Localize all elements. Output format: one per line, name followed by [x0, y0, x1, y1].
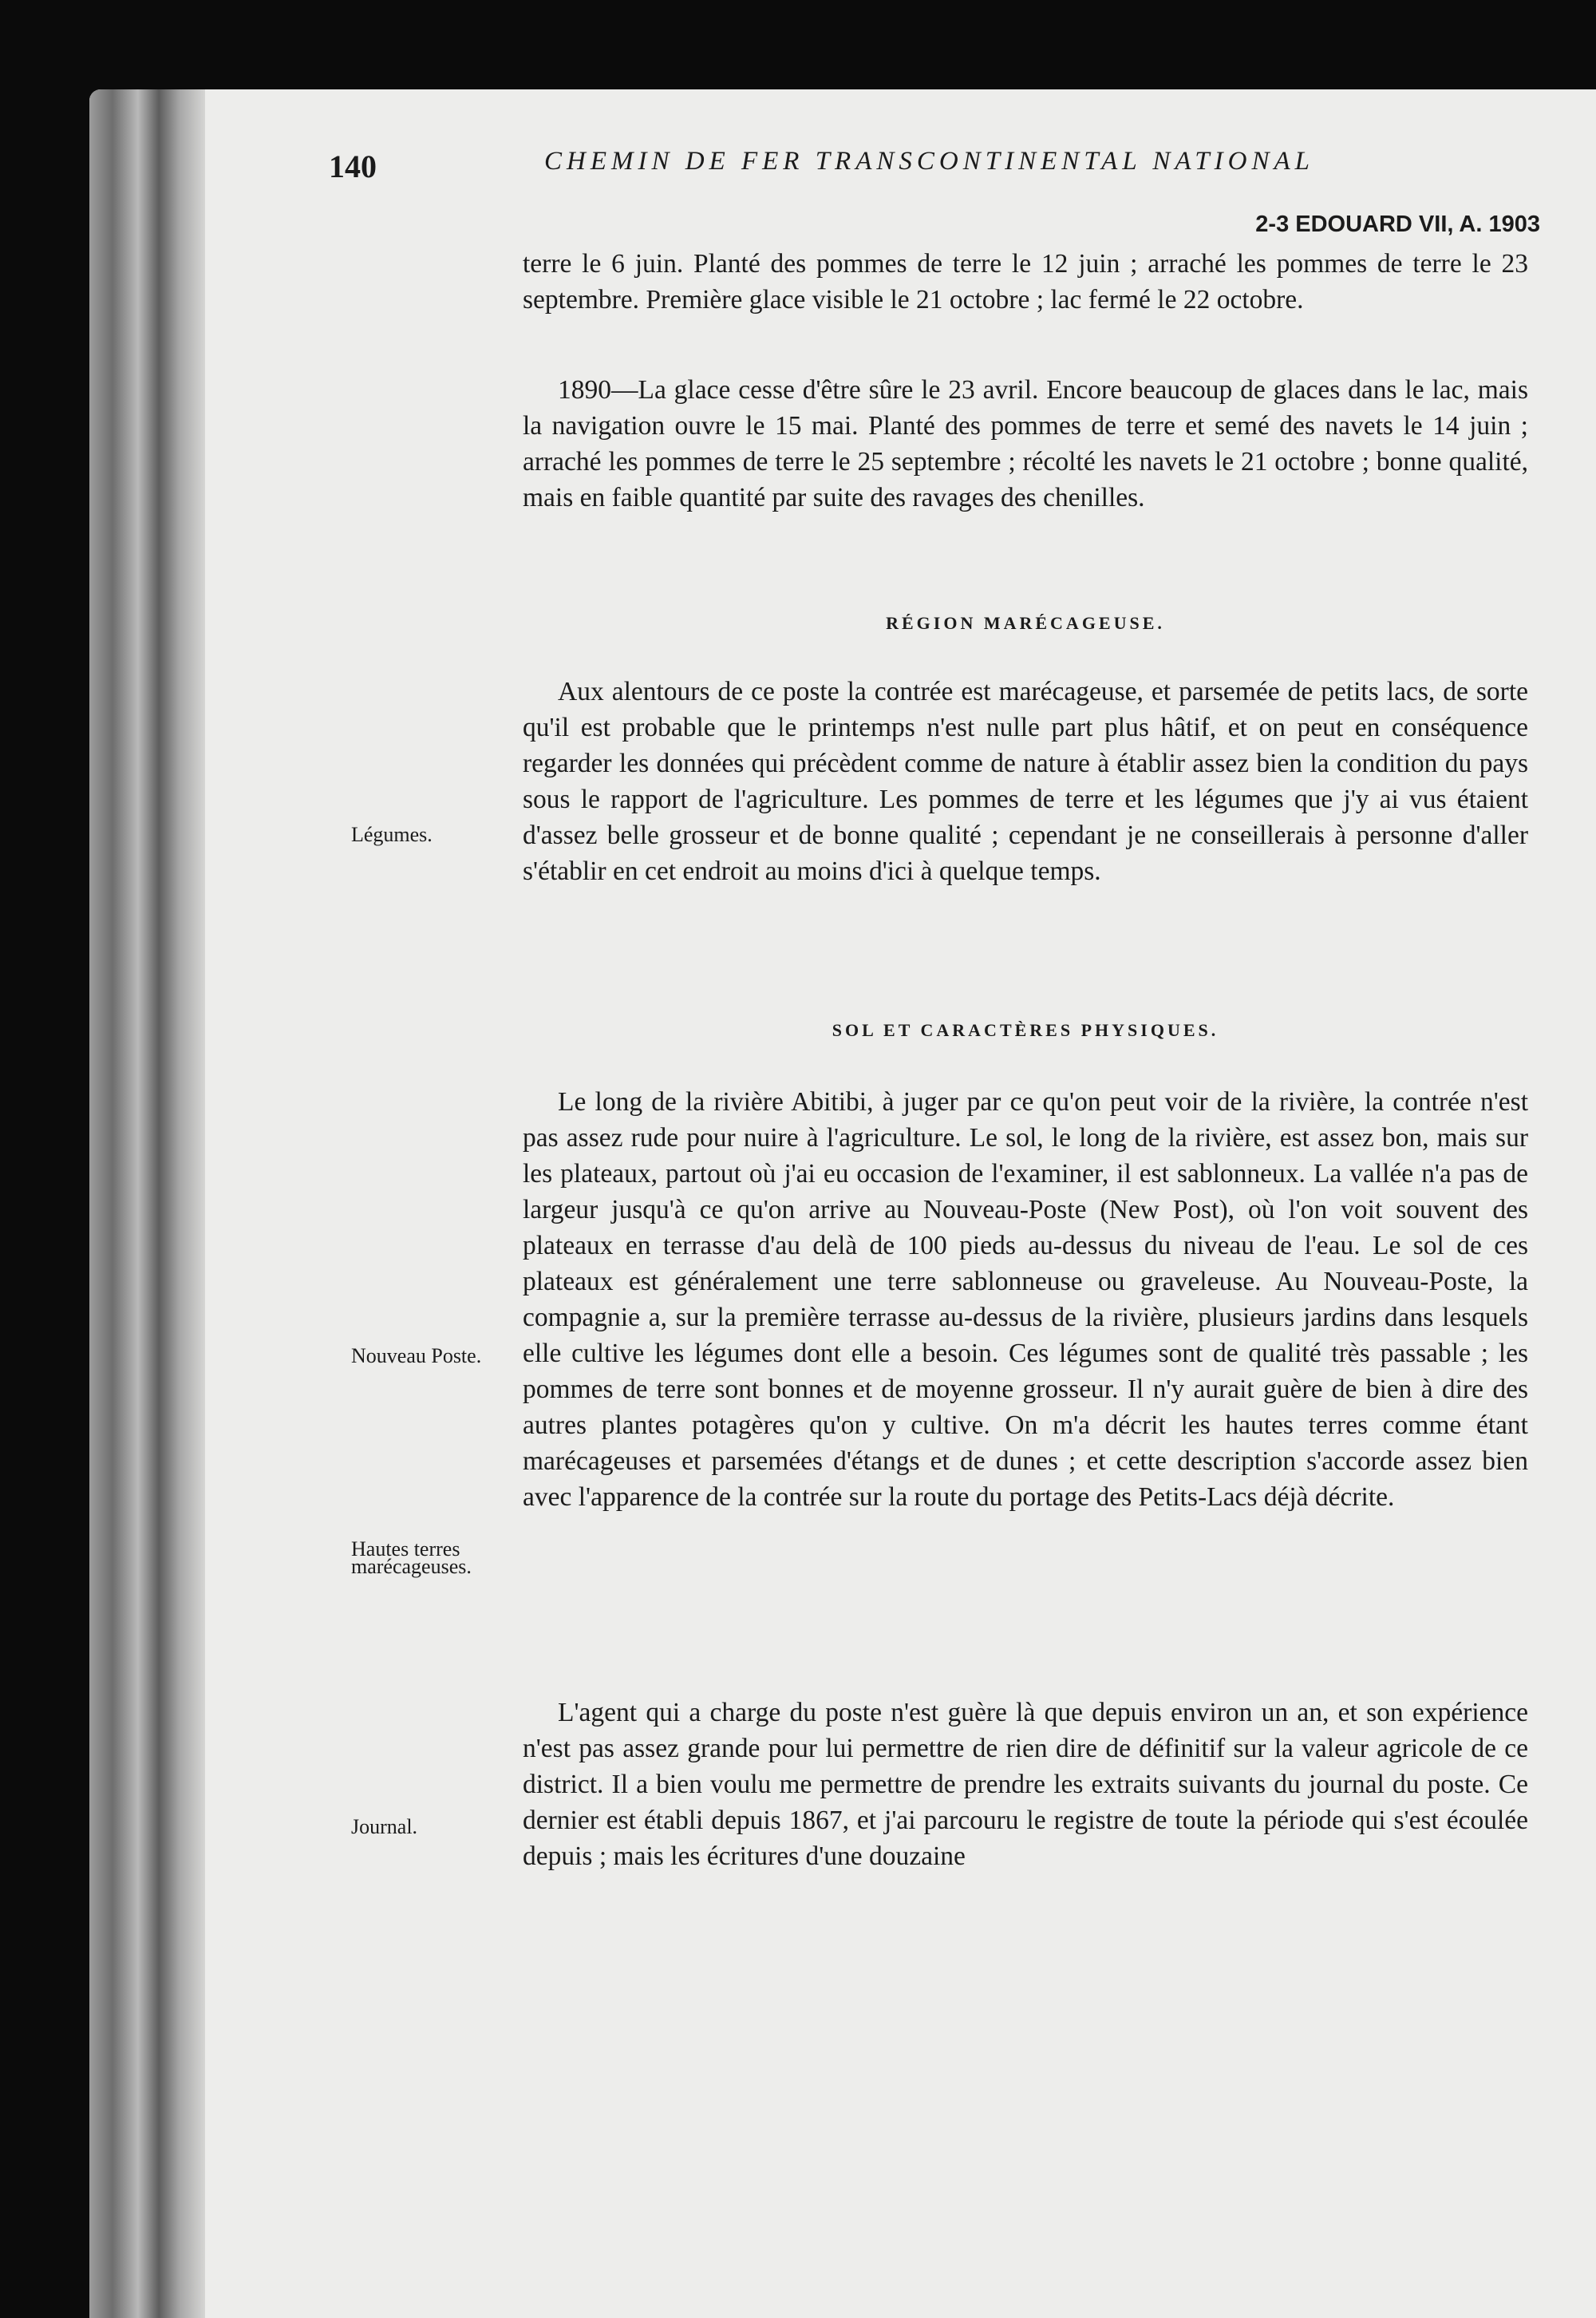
margin-note-nouveau-poste: Nouveau Poste.	[351, 1344, 482, 1367]
paragraph-1: terre le 6 juin. Planté des pommes de terre le 12 juin ; arraché les pommes de terre le 23 septembre. Première glace visible le 21 octobre ; lac fermé le 22 octobre.	[523, 249, 1528, 314]
page-number: 140	[329, 148, 377, 184]
session-label: 2-3 EDOUARD VII, A. 1903	[1255, 212, 1540, 237]
section-heading-region-marecageuse: RÉGION MARÉCAGEUSE.	[886, 613, 1165, 633]
book-spine-shadow	[89, 89, 205, 2318]
running-title: CHEMIN DE FER TRANSCONTINENTAL NATIONAL	[544, 147, 1314, 176]
margin-note-hautes-terres: Hautes terres marécageuses.	[351, 1537, 472, 1578]
paragraph-5: L'agent qui a charge du poste n'est guère là que depuis environ un an, et son expérience n'est pas assez grande pour lui permettre de rien dire de définitif sur la valeur agricole de ce district. Il a bien voulu me permettre de prendre les extraits suivants du journal du poste. Ce dernier est établi depuis 1867, et j'ai parcouru le registre de toute la période qui s'est écoulée depuis ; mais les écritures d'une douzaine	[523, 1698, 1528, 1871]
paragraph-4: Le long de la rivière Abitibi, à juger par ce qu'on peut voir de la rivière, la contrée n'est pas assez rude pour nuire à l'agriculture. Le sol, le long de la rivière, est assez bon, mais sur les plateaux, partout où j'ai eu occasion de l'examiner, il est sablonneux. La vallée n'a pas de largeur jusqu'à ce qu'on arrive au Nouveau-Poste (New Post), où l'on voit souvent des plateaux en terrasse d'au delà de 100 pieds au-dessus du niveau de l'eau. Le sol de ces plateaux est généralement une terre sablonneuse ou graveleuse. Au Nouveau-Poste, la compagnie a, sur la première terrasse au-dessus de la rivière, plusieurs jardins dans lesquels elle cultive les légumes dont elle a besoin. Ces légumes sont de qualité très passable ; les pommes de terre sont bonnes et de moyenne grosseur. Il n'y aurait guère de bien à dire des autres plantes potagères qu'on y cultive. On m'a décrit les hautes terres comme étant marécageuses et parsemées d'étangs et de dunes ; et cette description s'accorde assez bien avec l'apparence de la contrée sur la route du portage des Petits-Lacs déjà décrite.	[523, 1087, 1528, 1512]
margin-note-journal: Journal.	[351, 1815, 418, 1838]
section-heading-sol: SOL ET CARACTÈRES PHYSIQUES.	[832, 1020, 1219, 1040]
paragraph-2: 1890—La glace cesse d'être sûre le 23 avril. Encore beaucoup de glaces dans le lac, mais la navigation ouvre le 15 mai. Planté des pommes de terre et semé des navets le 14 juin ; arraché les pommes de terre le 25 septembre ; récolté les navets le 21 octobre ; bonne qualité, mais en faible quantité par suite des ravages des chenilles.	[523, 375, 1528, 512]
paragraph-3: Aux alentours de ce poste la contrée est marécageuse, et parsemée de petits lacs, de sorte qu'il est probable que le printemps n'est nulle part plus hâtif, et on peut en conséquence regarder les données qui précèdent comme de nature à établir assez bien la condition du pays sous le rapport de l'agriculture. Les pommes de terre et les légumes que j'y ai vus étaient d'assez belle grosseur et de bonne qualité ; cependant je ne conseillerais à personne d'aller s'établir en cet endroit au moins d'ici à quelque temps.	[523, 677, 1528, 886]
margin-note-legumes: Légumes.	[351, 823, 433, 846]
